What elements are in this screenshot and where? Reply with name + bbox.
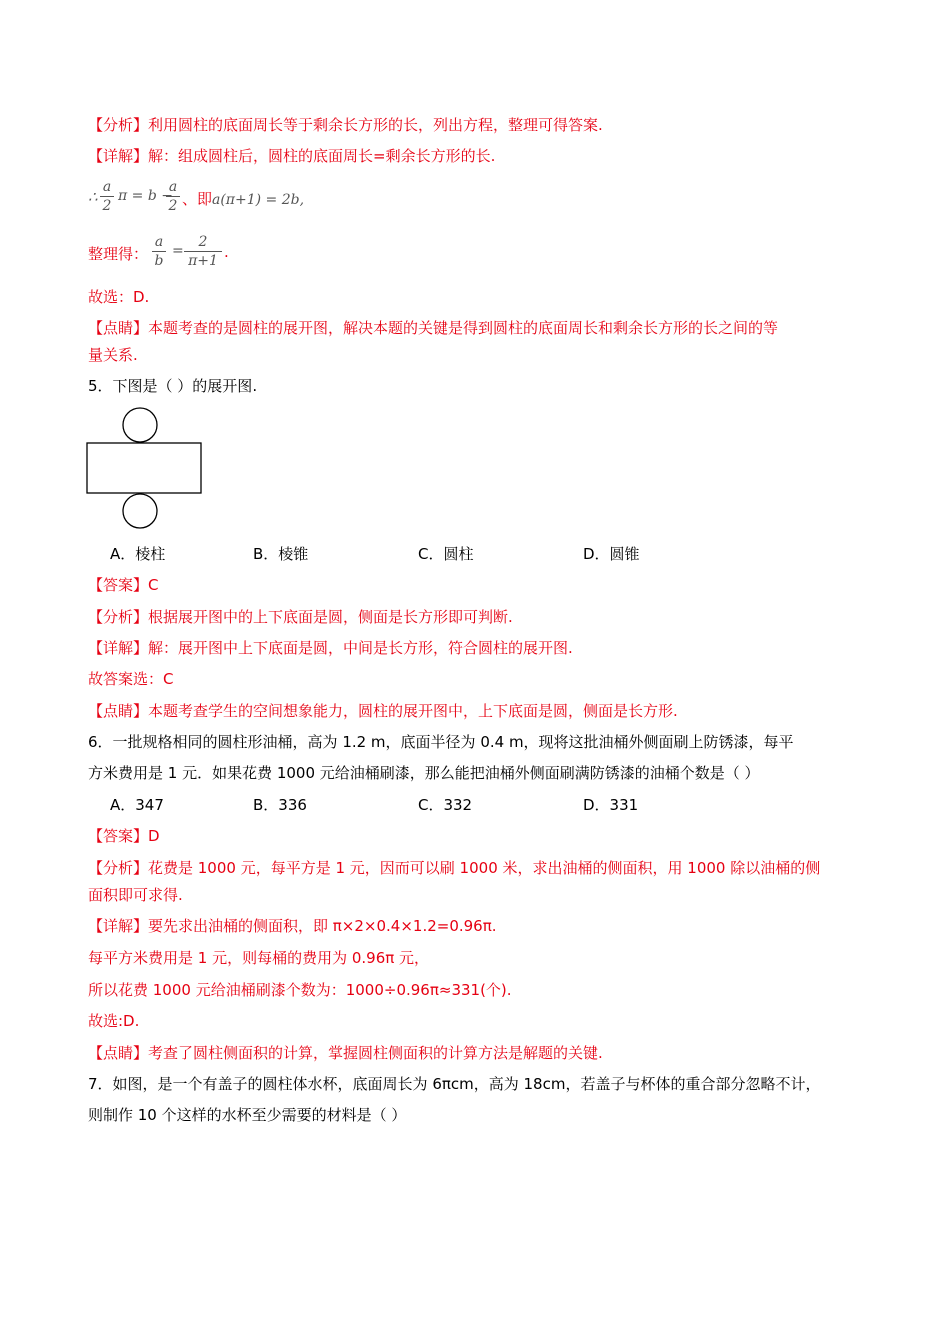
q6-option-d[interactable]: D．331 (583, 796, 639, 814)
q6-option-b[interactable]: B．336 (253, 796, 307, 814)
simplify-label: 整理得： (88, 245, 149, 263)
q4-choice: 故选：D. (88, 288, 150, 306)
bottom-circle (123, 494, 157, 528)
simp-fraction-a-over-b: a b (152, 233, 166, 270)
q5-analysis: 【分析】根据展开图中的上下底面是圆，侧面是长方形即可判断. (88, 608, 513, 626)
eq-second: a(π+1) = 2b, (212, 192, 305, 208)
q6-question-line2: 方米费用是 1 元．如果花费 1000 元给油桶刷漆，那么能把油桶外侧面刷满防锈漆的油桶个数是（ ） (88, 764, 760, 782)
q7-question-line1: 7．如图，是一个有盖子的圆柱体水杯，底面周长为 6πcm，高为 18cm，若盖子与杯体的重合部分忽略不计， (88, 1075, 821, 1093)
eq-middle: π = b − (118, 188, 173, 204)
q5-option-a[interactable]: A．棱柱 (110, 545, 166, 563)
q5-option-d[interactable]: D．圆锥 (583, 545, 640, 563)
q6-analysis-line1: 【分析】花费是 1000 元，每平方是 1 元，因而可以刷 1000 米，求出油桶的侧面积，用 1000 除以油桶的侧 (88, 859, 821, 877)
q7-question-line2: 则制作 10 个这样的水杯至少需要的材料是（ ） (88, 1106, 407, 1124)
eq-fraction-a-over-2-right: a 2 (166, 178, 180, 215)
simp-equals: = (172, 243, 184, 259)
q5-answer: 【答案】C (88, 576, 159, 594)
q6-answer: 【答案】D (88, 827, 160, 845)
top-circle (123, 408, 157, 442)
q5-question: 5．下图是（ ）的展开图. (88, 377, 258, 395)
q5-detail: 【详解】解：展开图中上下底面是圆，中间是长方形，符合圆柱的展开图. (88, 639, 573, 657)
side-rectangle (87, 443, 201, 493)
q6-analysis-line2: 面积即可求得. (88, 886, 183, 904)
q6-step1: 每平方米费用是 1 元，则每桶的费用为 0.96π 元， (88, 949, 430, 967)
q6-comment: 【点睛】考查了圆柱侧面积的计算，掌握圆柱侧面积的计算方法是解题的关键. (88, 1044, 603, 1062)
simp-period: . (224, 243, 229, 261)
eq-connector: 、即 (182, 190, 213, 208)
q6-detail: 【详解】要先求出油桶的侧面积，即 π×2×0.4×1.2=0.96π. (88, 917, 497, 935)
q4-analysis: 【分析】利用圆柱的底面周长等于剩余长方形的长，列出方程，整理可得答案. (88, 116, 603, 134)
q6-option-c[interactable]: C．332 (418, 796, 473, 814)
q4-detail: 【详解】解：组成圆柱后，圆柱的底面周长=剩余长方形的长. (88, 147, 496, 165)
q4-comment-line1: 【点睛】本题考查的是圆柱的展开图，解决本题的关键是得到圆柱的底面周长和剩余长方形的长之间的等 (88, 319, 779, 337)
q6-question-line1: 6．一批规格相同的圆柱形油桶，高为 1.2 m，底面半径为 0.4 m，现将这批油桶外侧面刷上防锈漆，每平 (88, 733, 794, 751)
q6-choice: 故选:D. (88, 1012, 140, 1030)
q5-choice: 故答案选：C (88, 670, 174, 688)
simp-fraction-2-over-pi-plus-1: 2 π+1 (184, 233, 222, 270)
cylinder-net-figure (86, 406, 206, 531)
q5-option-b[interactable]: B．棱锥 (253, 545, 309, 563)
q4-comment-line2: 量关系. (88, 346, 138, 364)
eq-fraction-a-over-2: a 2 (100, 178, 114, 215)
q5-comment: 【点睛】本题考查学生的空间想象能力，圆柱的展开图中，上下底面是圆，侧面是长方形. (88, 702, 678, 720)
therefore-symbol: ∴ (88, 188, 98, 206)
q6-option-a[interactable]: A．347 (110, 796, 164, 814)
q5-option-c[interactable]: C．圆柱 (418, 545, 474, 563)
q6-step2: 所以花费 1000 元给油桶刷漆个数为：1000÷0.96π≈331(个). (88, 981, 512, 999)
